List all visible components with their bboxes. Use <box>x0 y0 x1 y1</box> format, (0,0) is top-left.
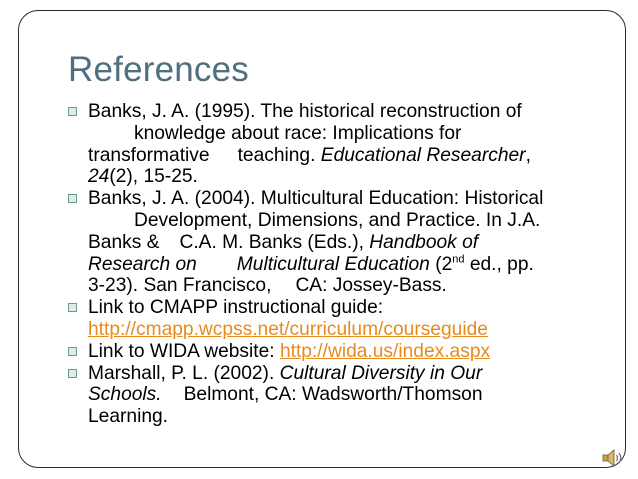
slide-title: References <box>68 50 249 89</box>
bullet-icon <box>68 107 77 116</box>
reference-marshall-2002: Marshall, P. L. (2002). Cultural Diversity in Our Schools. Belmont, CA: Wadsworth/Thomson Learning. <box>66 363 606 428</box>
wida-link[interactable]: http://wida.us/index.aspx <box>279 340 491 362</box>
reference-banks-2004: Banks, J. A. (2004). Multicultural Education: Historical Development, Dimensions, and Practice. In J.A. Banks & C.A. M. Banks (Eds.), Handbook of Research on Multicultural Education (2nd ed., pp. 3-23). San Francisco, CA: Jossey-Bass. <box>66 188 606 297</box>
speaker-icon[interactable] <box>602 449 624 467</box>
cmapp-link-item: Link to CMAPP instructional guide: http://cmapp.wcpss.net/curriculum/courseguide <box>66 297 606 341</box>
wida-link-item: Link to WIDA website: http://wida.us/index.aspx <box>66 341 606 363</box>
references-list <box>66 101 606 428</box>
cmapp-link[interactable]: http://cmapp.wcpss.net/curriculum/courseguide <box>88 318 488 340</box>
bullet-icon <box>68 303 77 312</box>
bullet-icon <box>68 194 77 203</box>
bullet-icon <box>68 347 77 356</box>
reference-banks-1995: Banks, J. A. (1995). The historical reconstruction of knowledge about race: Implications for transformative teaching. Educational Researcher, 24(2), 15-25. <box>66 101 606 188</box>
bullet-icon <box>68 369 77 378</box>
